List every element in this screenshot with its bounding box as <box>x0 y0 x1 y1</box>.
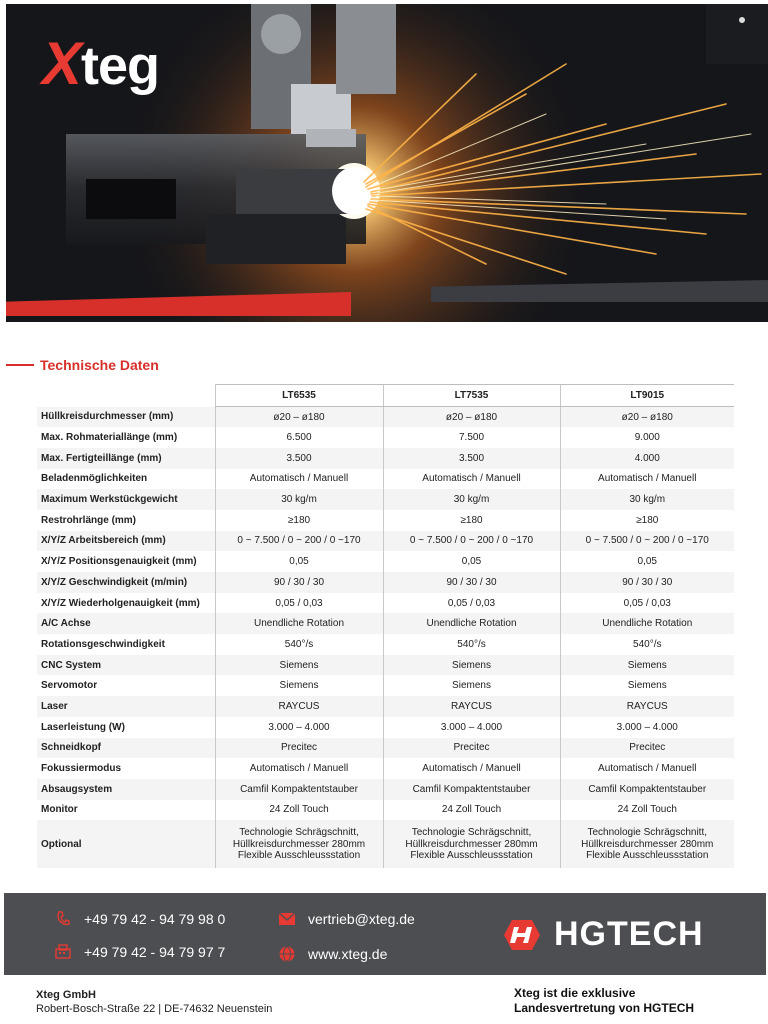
table-row <box>37 779 734 800</box>
contact-bar <box>4 893 766 975</box>
row-value: 0 ~ 7.500 / 0 ~ 200 / 0 ~170 <box>383 531 560 552</box>
hero-image <box>6 4 768 322</box>
table-body <box>37 407 734 869</box>
row-value: Unendliche Rotation <box>215 613 383 634</box>
row-value: Automatisch / Manuell <box>560 758 734 779</box>
table-row <box>37 489 734 510</box>
optional-line: Hüllkreisdurchmesser 280mm <box>232 838 366 850</box>
row-value: Camfil Kompaktentstauber <box>560 779 734 800</box>
row-value: Siemens <box>560 655 734 676</box>
xteg-logo: Xteg <box>42 30 160 97</box>
table-row <box>37 593 734 614</box>
row-label: CNC System <box>37 655 215 676</box>
row-label: X/Y/Z Wiederholgenauigkeit (mm) <box>37 593 215 614</box>
row-value: Siemens <box>215 655 383 676</box>
optional-line: Technologie Schrägschnitt, <box>239 827 359 838</box>
row-label: Restrohrlänge (mm) <box>37 510 215 531</box>
row-value: 90 / 30 / 30 <box>215 572 383 593</box>
table-row <box>37 448 734 469</box>
table-row <box>37 469 734 490</box>
row-value: 0,05 <box>383 551 560 572</box>
row-value: 30 kg/m <box>383 489 560 510</box>
row-value: 24 Zoll Touch <box>383 800 560 821</box>
row-value: Automatisch / Manuell <box>383 758 560 779</box>
footer-note-line: Landesvertretung von HGTECH <box>514 1001 695 1015</box>
row-value: 3.000 – 4.000 <box>383 717 560 738</box>
table-row <box>37 758 734 779</box>
table-row <box>37 551 734 572</box>
optional-line: Hüllkreisdurchmesser 280mm <box>581 838 714 850</box>
table-row <box>37 427 734 448</box>
row-value: ≥180 <box>215 510 383 531</box>
table-row <box>37 613 734 634</box>
phone-number: +49 79 42 - 94 79 98 0 <box>84 911 226 927</box>
section-title-text: Technische Daten <box>40 357 159 373</box>
optional-line: Flexible Ausschleussstation <box>410 850 533 861</box>
table-header <box>37 385 734 407</box>
row-value: Siemens <box>383 655 560 676</box>
hgtech-wordmark: HGTECH <box>554 915 704 953</box>
row-value-optional <box>560 820 734 868</box>
row-label: Fokussiermodus <box>37 758 215 779</box>
row-value: 24 Zoll Touch <box>215 800 383 821</box>
table-row <box>37 717 734 738</box>
row-value: Siemens <box>383 675 560 696</box>
row-label: Servomotor <box>37 675 215 696</box>
row-value: 0 ~ 7.500 / 0 ~ 200 / 0 ~170 <box>215 531 383 552</box>
row-value: 4.000 <box>560 448 734 469</box>
email-contact[interactable] <box>278 910 415 928</box>
row-value: 24 Zoll Touch <box>560 800 734 821</box>
row-label: Maximum Werkstückgewicht <box>37 489 215 510</box>
title-rule <box>6 364 34 366</box>
table-row-optional <box>37 820 734 868</box>
row-label: Absaugsystem <box>37 779 215 800</box>
row-value: 0,05 / 0,03 <box>560 593 734 614</box>
optional-line: Flexible Ausschleussstation <box>586 850 709 861</box>
row-value: 3.500 <box>215 448 383 469</box>
optional-line: Hüllkreisdurchmesser 280mm <box>405 838 538 850</box>
footer-address <box>36 988 272 1016</box>
row-label: Rotationsgeschwindigkeit <box>37 634 215 655</box>
table-row <box>37 800 734 821</box>
row-value: Automatisch / Manuell <box>215 758 383 779</box>
fax-contact[interactable] <box>54 943 225 961</box>
column-header: LT6535 <box>215 385 383 407</box>
row-value: RAYCUS <box>215 696 383 717</box>
row-value: Camfil Kompaktentstauber <box>215 779 383 800</box>
row-label: Monitor <box>37 800 215 821</box>
row-label: Optional <box>37 820 215 868</box>
row-value: Precitec <box>560 738 734 759</box>
row-label: X/Y/Z Geschwindigkeit (m/min) <box>37 572 215 593</box>
company-address: Robert-Bosch-Straße 22 | DE-74632 Neuenstein <box>36 1003 273 1015</box>
table-row <box>37 655 734 676</box>
table-row <box>37 510 734 531</box>
row-value: Unendliche Rotation <box>560 613 734 634</box>
row-value: 90 / 30 / 30 <box>560 572 734 593</box>
row-value: Precitec <box>383 738 560 759</box>
row-label: Max. Rohmateriallänge (mm) <box>37 427 215 448</box>
row-value: 3.000 – 4.000 <box>215 717 383 738</box>
fax-icon <box>54 943 72 961</box>
table-row <box>37 738 734 759</box>
row-value: ≥180 <box>560 510 734 531</box>
row-label: Max. Fertigteillänge (mm) <box>37 448 215 469</box>
row-label: X/Y/Z Arbeitsbereich (mm) <box>37 531 215 552</box>
row-label: X/Y/Z Positionsgenauigkeit (mm) <box>37 551 215 572</box>
hgtech-logo <box>502 915 704 954</box>
table-row <box>37 634 734 655</box>
row-value: 540°/s <box>215 634 383 655</box>
row-value: Automatisch / Manuell <box>383 469 560 490</box>
row-label: Laser <box>37 696 215 717</box>
row-value: 0,05 <box>215 551 383 572</box>
table-row <box>37 675 734 696</box>
row-value-optional <box>215 820 383 868</box>
row-value: 9.000 <box>560 427 734 448</box>
spec-table <box>37 384 734 868</box>
phone-icon <box>54 910 72 928</box>
row-value: 3.000 – 4.000 <box>560 717 734 738</box>
row-value: 0 ~ 7.500 / 0 ~ 200 / 0 ~170 <box>560 531 734 552</box>
row-label: A/C Achse <box>37 613 215 634</box>
optional-line: Flexible Ausschleussstation <box>237 850 361 861</box>
mail-icon <box>278 910 296 928</box>
row-value: ø20 – ø180 <box>215 407 383 428</box>
row-value: 6.500 <box>215 427 383 448</box>
row-value: 7.500 <box>383 427 560 448</box>
row-value: Automatisch / Manuell <box>560 469 734 490</box>
footer-note <box>514 986 694 1016</box>
row-value: 0,05 / 0,03 <box>383 593 560 614</box>
globe-icon <box>278 945 296 963</box>
row-value: 540°/s <box>383 634 560 655</box>
row-value: ø20 – ø180 <box>560 407 734 428</box>
web-contact[interactable] <box>278 945 387 963</box>
row-label: Hüllkreisdurchmesser (mm) <box>37 407 215 428</box>
row-value-optional <box>383 820 560 868</box>
row-label: Laserleistung (W) <box>37 717 215 738</box>
row-value: 30 kg/m <box>560 489 734 510</box>
header-blank <box>37 385 215 407</box>
footer-note-line: Xteg ist die exklusive <box>514 986 636 1000</box>
row-value: ≥180 <box>383 510 560 531</box>
section-title <box>6 357 159 373</box>
table-row <box>37 531 734 552</box>
row-value: RAYCUS <box>383 696 560 717</box>
phone-contact[interactable] <box>54 910 225 928</box>
row-value: 0,05 <box>560 551 734 572</box>
column-header: LT9015 <box>560 385 734 407</box>
row-label: Beladenmöglichkeiten <box>37 469 215 490</box>
row-value: Precitec <box>215 738 383 759</box>
table-row <box>37 696 734 717</box>
email-address: vertrieb@xteg.de <box>308 911 415 927</box>
row-value: Siemens <box>215 675 383 696</box>
website-url: www.xteg.de <box>308 946 388 962</box>
row-value: Automatisch / Manuell <box>215 469 383 490</box>
row-value: Siemens <box>560 675 734 696</box>
table-row <box>37 407 734 428</box>
row-value: 30 kg/m <box>215 489 383 510</box>
column-header: LT7535 <box>383 385 560 407</box>
row-value: 90 / 30 / 30 <box>383 572 560 593</box>
hgtech-mark-icon <box>502 918 542 952</box>
fax-number: +49 79 42 - 94 79 97 7 <box>84 944 226 960</box>
table-row <box>37 572 734 593</box>
row-value: 0,05 / 0,03 <box>215 593 383 614</box>
optional-line: Technologie Schrägschnitt, <box>587 827 708 838</box>
company-name: Xteg GmbH <box>36 989 96 1001</box>
row-value: Unendliche Rotation <box>383 613 560 634</box>
row-value: RAYCUS <box>560 696 734 717</box>
row-value: Camfil Kompaktentstauber <box>383 779 560 800</box>
row-value: ø20 – ø180 <box>383 407 560 428</box>
row-value: 540°/s <box>560 634 734 655</box>
row-value: 3.500 <box>383 448 560 469</box>
row-label: Schneidkopf <box>37 738 215 759</box>
optional-line: Technologie Schrägschnitt, <box>411 827 532 838</box>
